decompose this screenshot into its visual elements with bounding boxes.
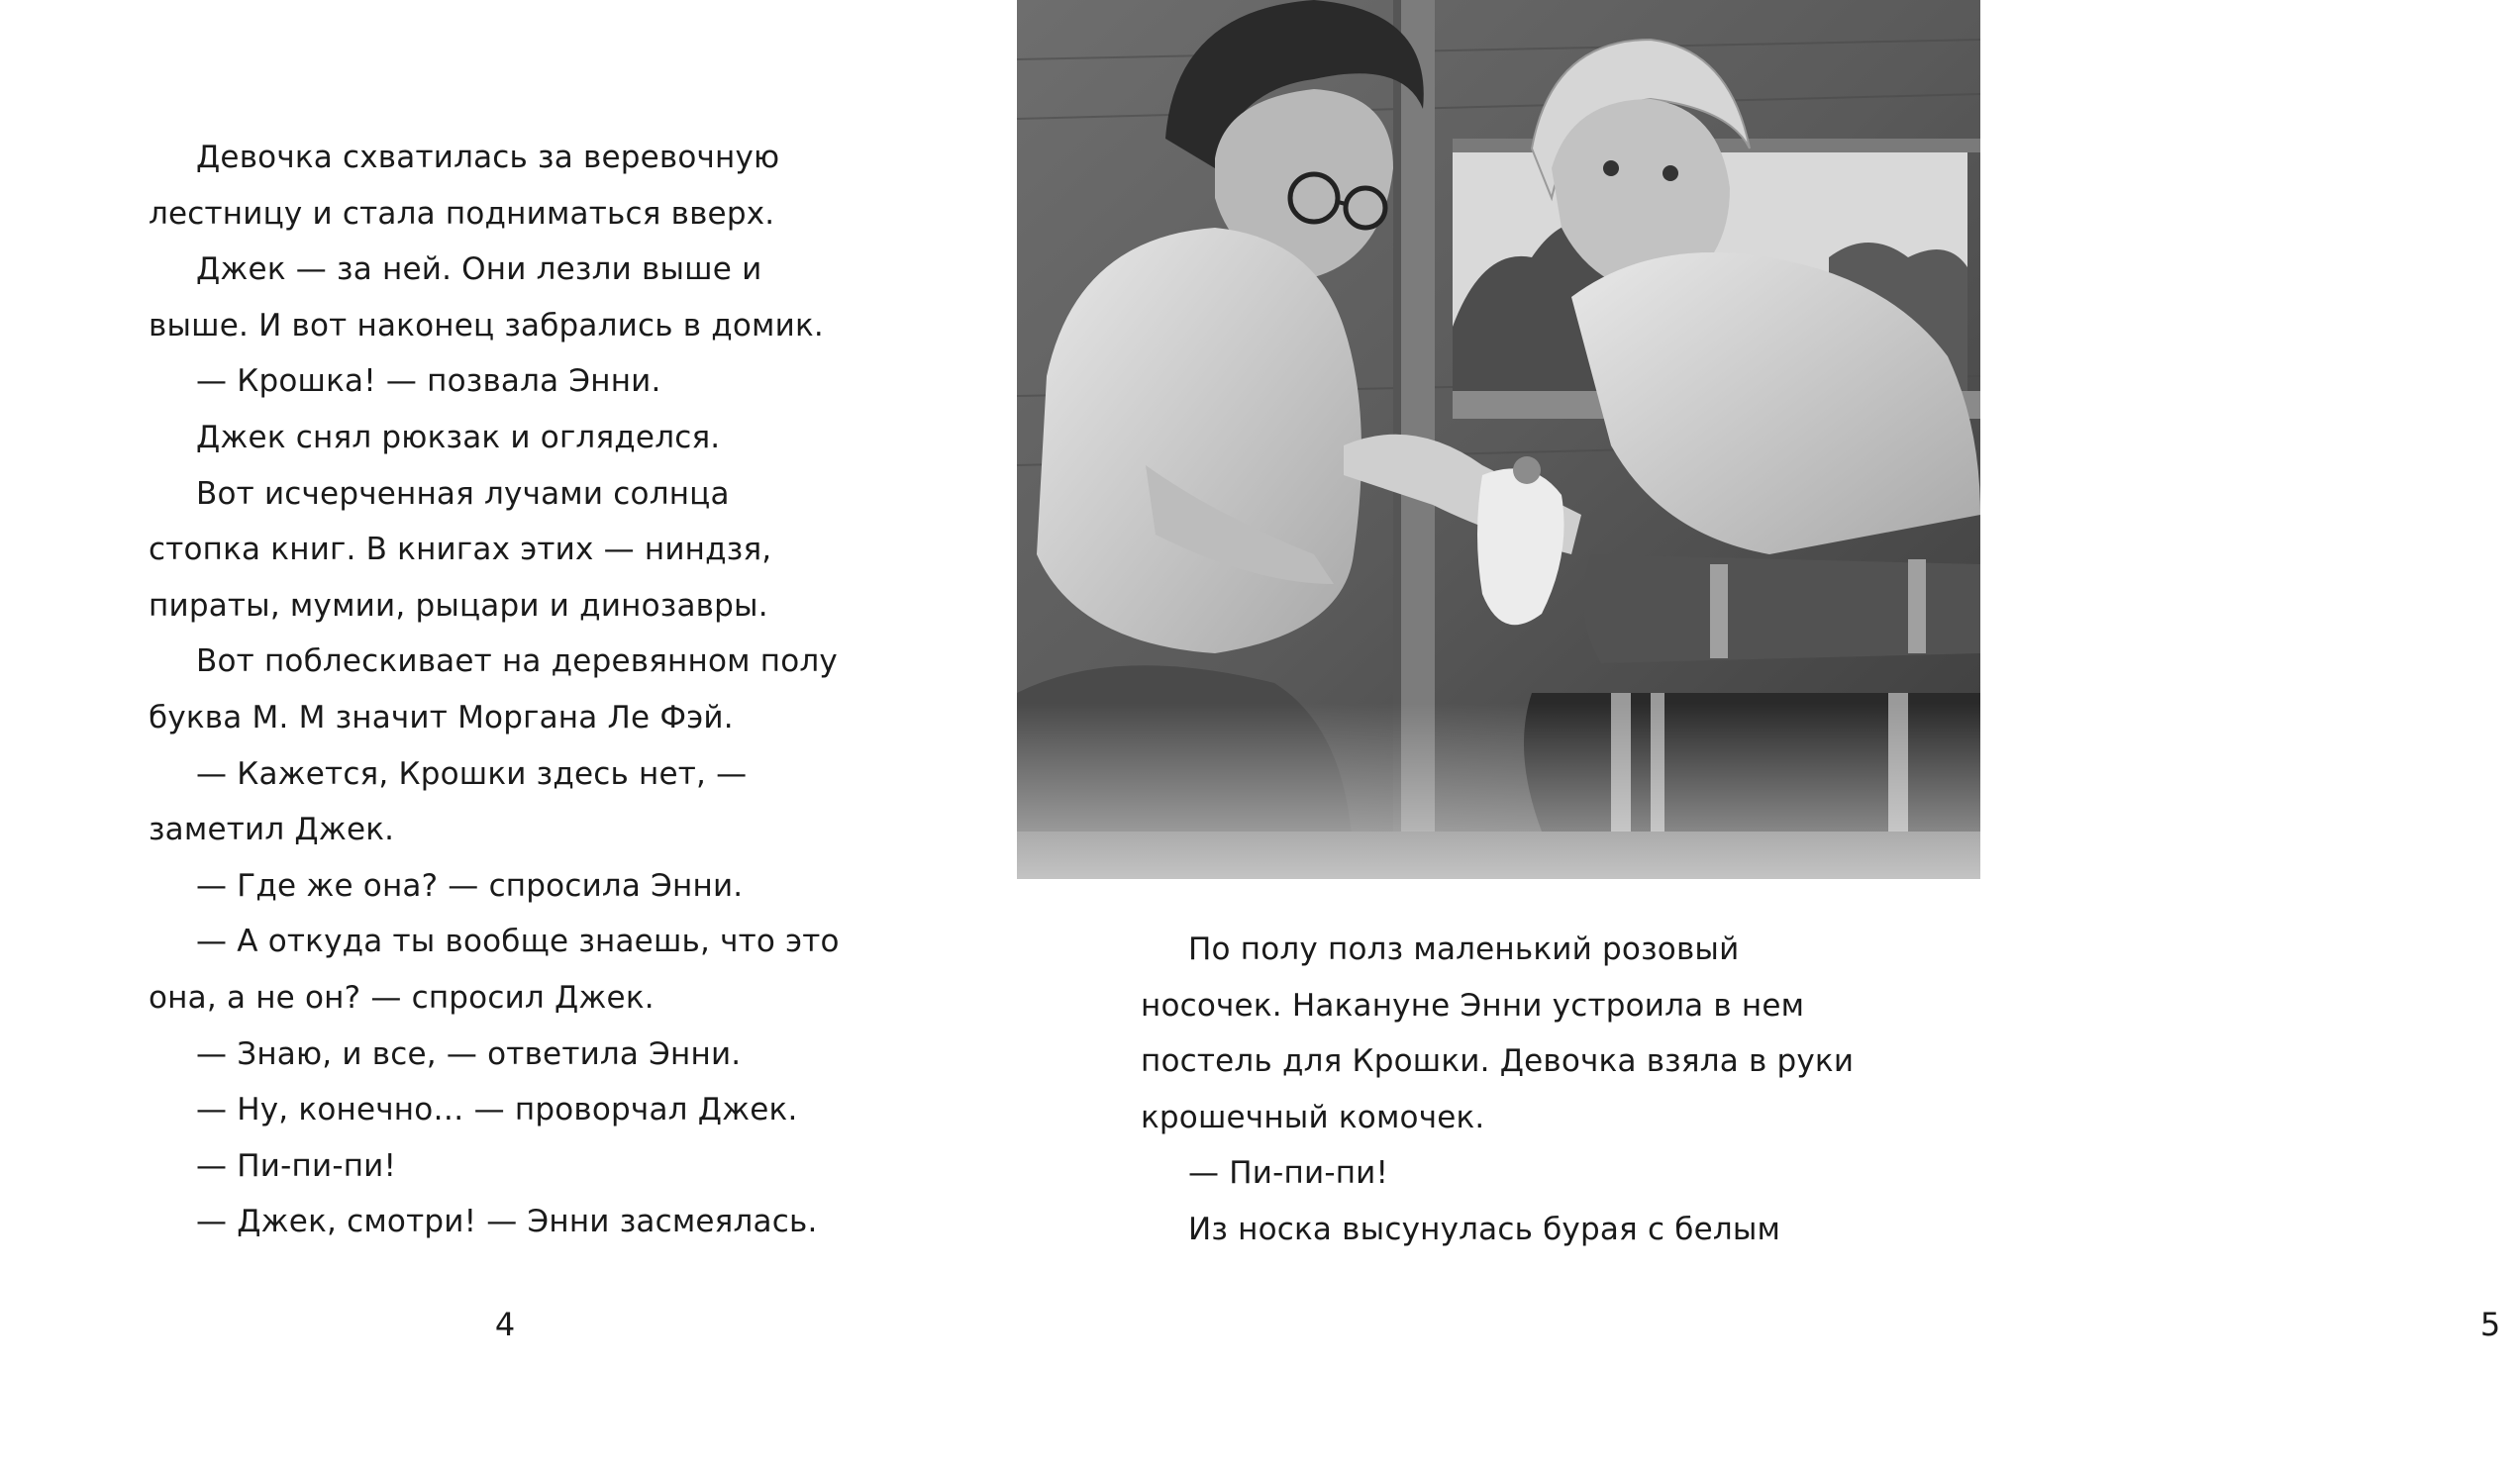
text-line: — Пи-пи-пи! bbox=[196, 1147, 397, 1184]
text-line: Из носка высунулась бурая с белым bbox=[1188, 1211, 1781, 1247]
page-number-left: 4 bbox=[494, 1306, 516, 1343]
children-in-treehouse-illustration bbox=[1017, 0, 1980, 879]
text-line: Вот исчерченная лучами солнца bbox=[196, 475, 730, 512]
text-line: стопка книг. В книгах этих — ниндзя, bbox=[149, 532, 772, 568]
left-page-text bbox=[149, 130, 921, 1250]
text-line: крошечный комочек. bbox=[1141, 1099, 1485, 1135]
text-line: — Знаю, и все, — ответила Энни. bbox=[196, 1035, 742, 1072]
text-line: лестницу и стала подниматься вверх. bbox=[149, 195, 775, 232]
text-line: Девочка схватилась за веревочную bbox=[196, 140, 780, 175]
left-page bbox=[0, 0, 990, 1470]
page-number-right: 5 bbox=[2479, 1306, 2501, 1343]
text-line: — Где же она? — спросила Энни. bbox=[196, 867, 744, 904]
text-line: Вот поблескивает на деревянном полу bbox=[196, 643, 838, 680]
text-line: — Крошка! — позвала Энни. bbox=[196, 363, 661, 400]
text-line: буква М. М значит Моргана Ле Фэй. bbox=[149, 699, 734, 735]
right-page-text bbox=[1141, 922, 1913, 1258]
text-line: Джек — за ней. Они лезли выше и bbox=[196, 251, 762, 288]
text-line: — Джек, смотри! — Энни засмеялась. bbox=[196, 1204, 818, 1240]
text-line: — Пи-пи-пи! bbox=[1188, 1155, 1389, 1192]
text-line: постель для Крошки. Девочка взяла в руки bbox=[1141, 1043, 1855, 1080]
text-line: заметил Джек. bbox=[149, 812, 395, 848]
text-line: пираты, мумии, рыцари и динозавры. bbox=[149, 587, 768, 624]
text-line: носочек. Накануне Энни устроила в нем bbox=[1141, 987, 1805, 1024]
text-line: — Ну, конечно… — проворчал Джек. bbox=[196, 1092, 798, 1128]
text-line: она, а не он? — спросил Джек. bbox=[149, 979, 655, 1016]
text-line: По полу полз маленький розовый bbox=[1188, 931, 1740, 967]
text-line: — А откуда ты вообще знаешь, что это bbox=[196, 924, 840, 960]
text-line: Джек снял рюкзак и огляделся. bbox=[196, 419, 721, 455]
text-line: — Кажется, Крошки здесь нет, — bbox=[196, 755, 748, 792]
text-line: выше. И вот наконец забрались в домик. bbox=[149, 307, 824, 343]
